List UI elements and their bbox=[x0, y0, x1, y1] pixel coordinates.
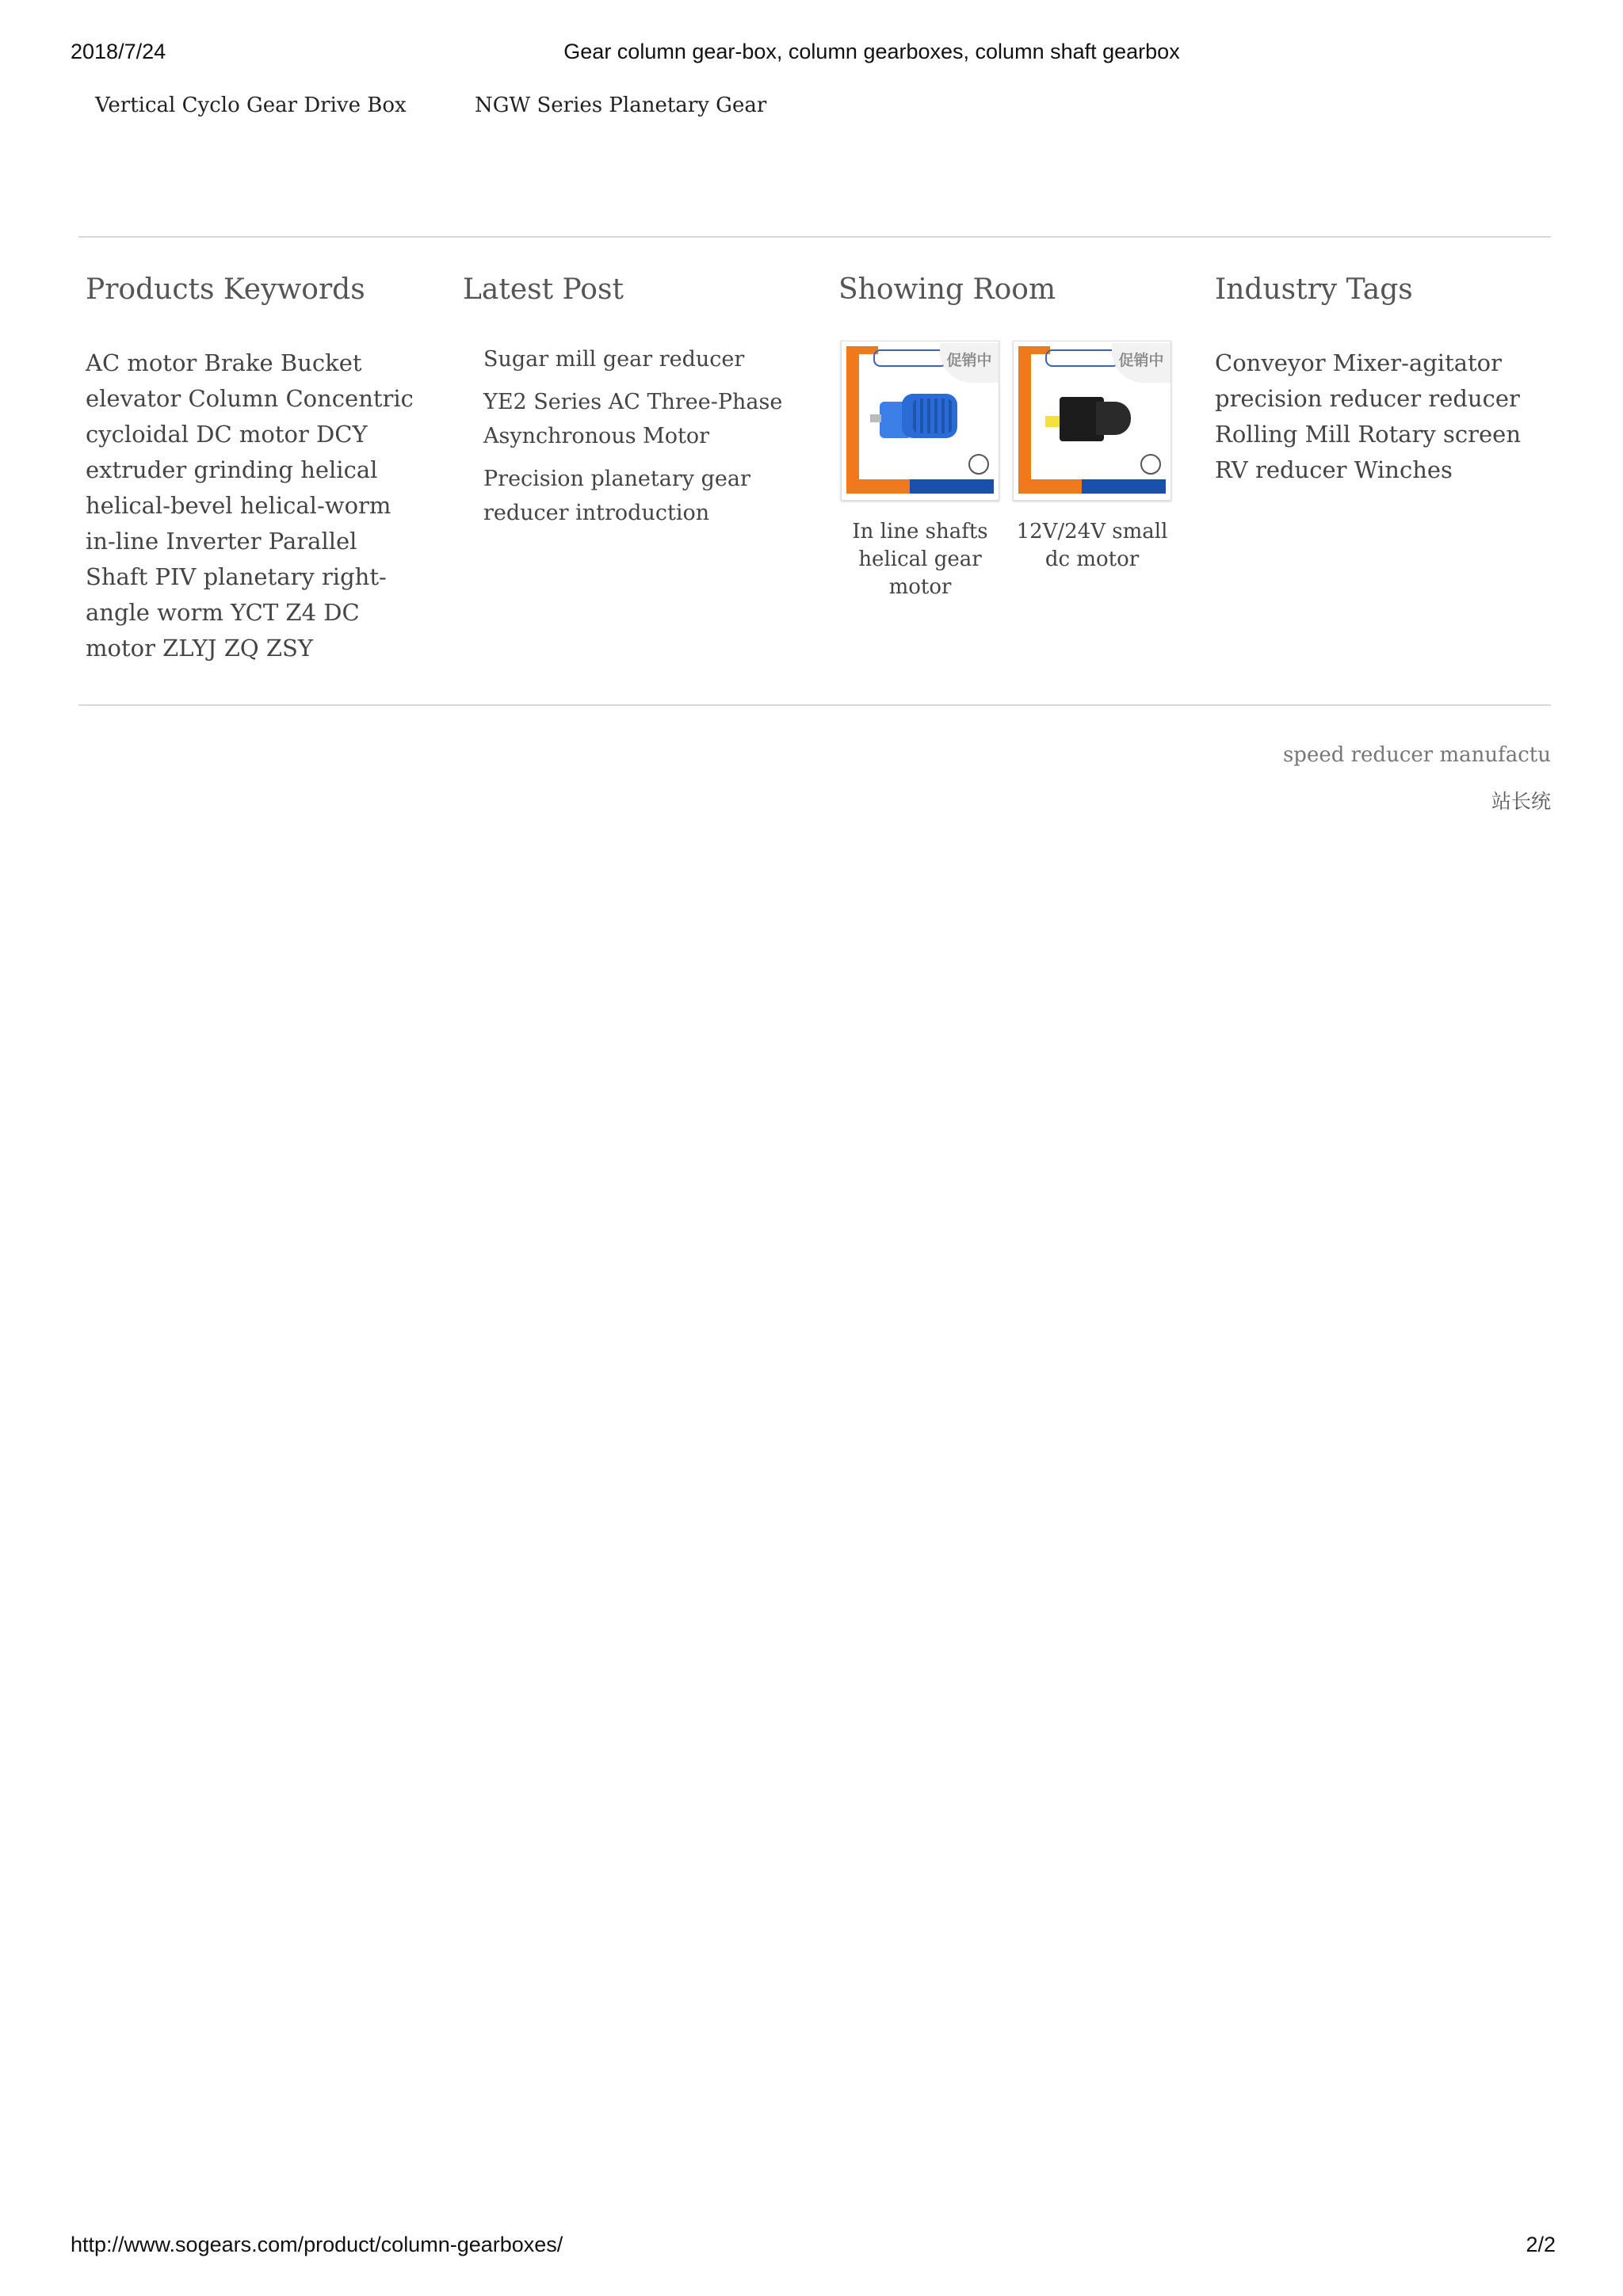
showing-room-section bbox=[838, 271, 1171, 626]
footer-link-speed-reducer[interactable]: speed reducer manufactu bbox=[1282, 743, 1551, 767]
related-link-vertical-cyclo[interactable]: Vertical Cyclo Gear Drive Box bbox=[95, 93, 407, 117]
print-page-number: 2/2 bbox=[1526, 2233, 1556, 2256]
product-gallery bbox=[838, 341, 1171, 626]
product-caption[interactable]: 12V/24V small dc motor bbox=[1016, 520, 1168, 571]
latest-post-section bbox=[463, 271, 796, 539]
divider bbox=[78, 704, 1551, 706]
promo-badge: 促销中 bbox=[940, 343, 999, 383]
print-url: http://www.sogears.com/product/column-gearboxes/ bbox=[71, 2233, 563, 2256]
showing-room-heading: Showing Room bbox=[838, 273, 1056, 306]
promo-badge: 促销中 bbox=[1112, 343, 1170, 383]
cert-logos bbox=[1045, 349, 1120, 367]
product-card-helical-gear-motor[interactable] bbox=[841, 341, 999, 601]
product-image-small-dc-motor[interactable] bbox=[1013, 341, 1171, 501]
latest-post-item[interactable]: Sugar mill gear reducer bbox=[483, 347, 745, 372]
related-link-ngw-planetary[interactable]: NGW Series Planetary Gear bbox=[474, 93, 767, 117]
related-links bbox=[95, 93, 828, 117]
industry-tags-section bbox=[1215, 271, 1548, 488]
mascot-icon bbox=[1140, 454, 1161, 475]
divider bbox=[78, 236, 1551, 238]
print-date: 2018/7/24 bbox=[71, 40, 166, 63]
products-keywords-heading: Products Keywords bbox=[86, 273, 365, 306]
latest-post-list bbox=[463, 342, 796, 530]
latest-post-heading: Latest Post bbox=[463, 273, 624, 306]
product-caption[interactable]: In line shafts helical gear motor bbox=[852, 520, 988, 599]
products-keywords-section bbox=[86, 271, 418, 666]
footer-link-site-stats[interactable]: 站长统 bbox=[1491, 790, 1551, 813]
product-card-small-dc-motor[interactable] bbox=[1013, 341, 1171, 574]
product-image-helical-gear-motor[interactable] bbox=[841, 341, 999, 501]
print-page-title: Gear column gear-box, column gearboxes, column shaft gearbox bbox=[563, 40, 1180, 63]
cert-logos bbox=[873, 349, 948, 367]
dc-motor-icon bbox=[1045, 391, 1140, 446]
products-keywords-list[interactable]: AC motor Brake Bucket elevator Column Concentric cycloidal DC motor DCY extruder grinding helical helical-bevel helical-worm in-line Inverter Parallel Shaft PIV planetary right-angle worm YCT Z4 DC motor ZLYJ ZQ ZSY bbox=[86, 349, 414, 662]
latest-post-item[interactable]: YE2 Series AC Three-Phase Asynchronous Motor bbox=[483, 390, 783, 448]
latest-post-item[interactable]: Precision planetary gear reducer introduction bbox=[483, 467, 750, 525]
mascot-icon bbox=[968, 454, 989, 475]
gear-motor-icon bbox=[875, 387, 962, 443]
industry-tags-heading: Industry Tags bbox=[1215, 273, 1413, 306]
industry-tags-list[interactable]: Conveyor Mixer-agitator precision reducer reducer Rolling Mill Rotary screen RV reducer Winches bbox=[1215, 349, 1522, 483]
